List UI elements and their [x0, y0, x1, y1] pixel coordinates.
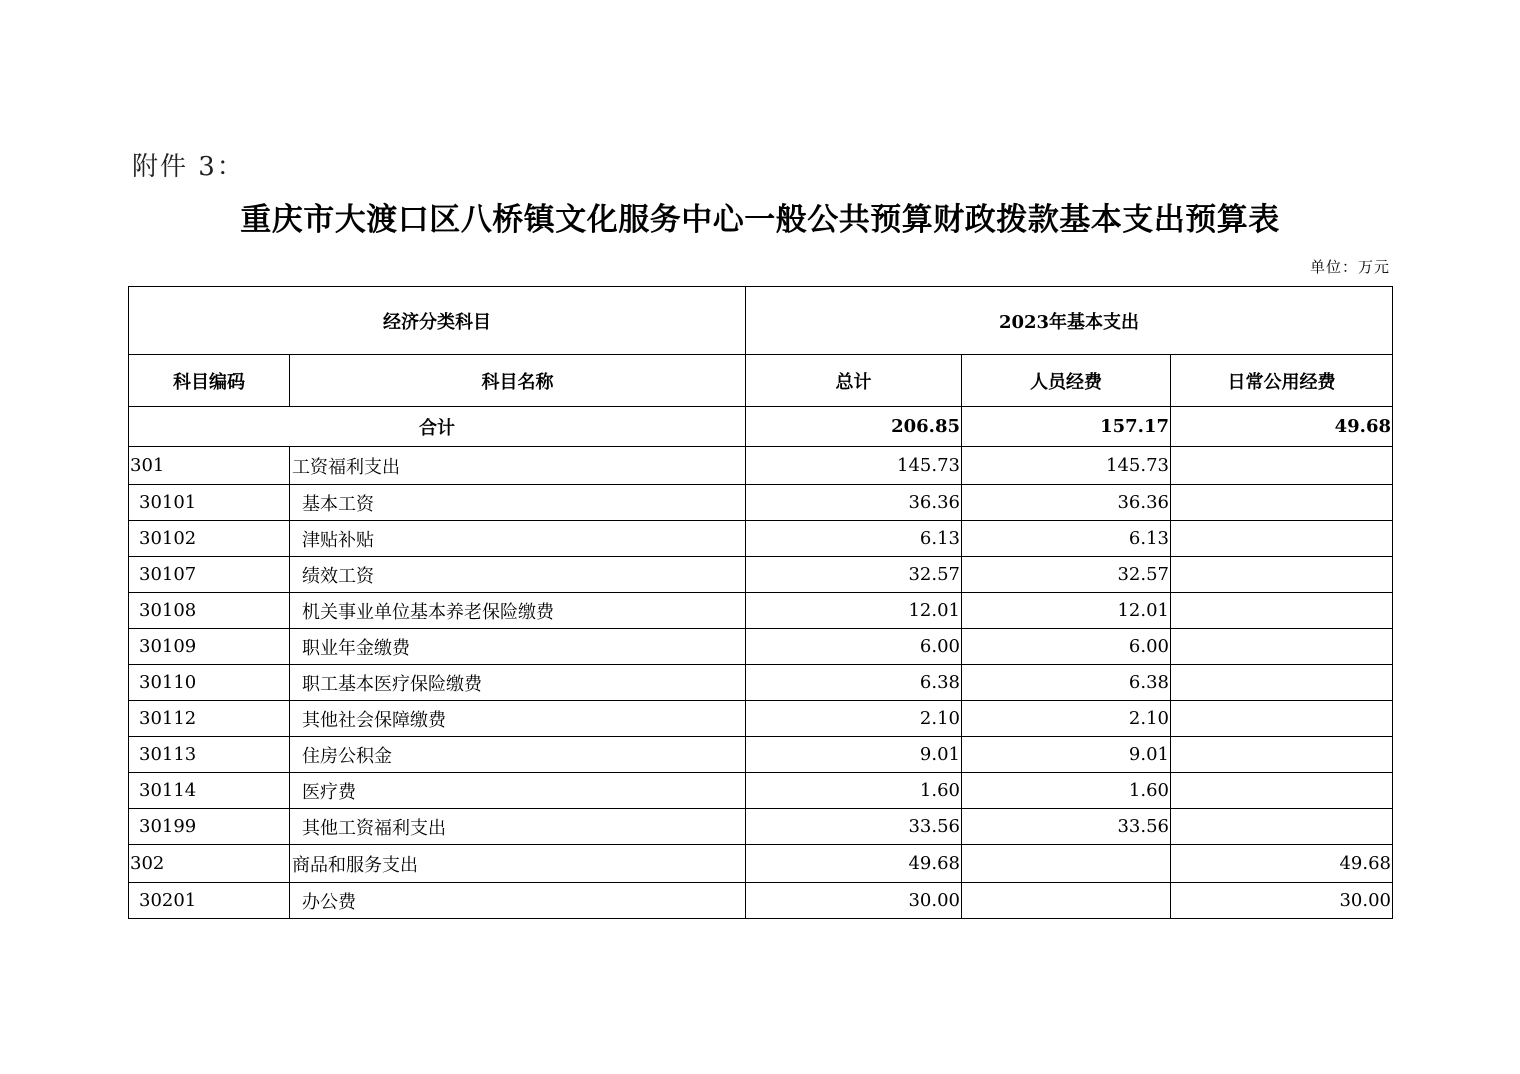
total-cell: 6.38 [746, 665, 962, 701]
name-cell: 津贴补贴 [290, 521, 746, 557]
personnel-cell: 6.38 [962, 665, 1171, 701]
public-cell [1171, 485, 1393, 521]
personnel-cell: 145.73 [962, 447, 1171, 485]
name-cell: 医疗费 [290, 773, 746, 809]
public-cell [1171, 447, 1393, 485]
total-column-header: 总计 [746, 355, 962, 407]
group-header-row [129, 287, 1393, 355]
code-cell: 30107 [129, 557, 290, 593]
table-row [129, 485, 1393, 521]
table-row [129, 701, 1393, 737]
name-cell: 职工基本医疗保险缴费 [290, 665, 746, 701]
name-column-header: 科目名称 [290, 355, 746, 407]
total-cell: 6.00 [746, 629, 962, 665]
page-title: 重庆市大渡口区八桥镇文化服务中心一般公共预算财政拨款基本支出预算表 [240, 202, 1280, 238]
budget-group-header: 2023年基本支出 [746, 287, 1393, 355]
total-cell: 6.13 [746, 521, 962, 557]
code-cell: 30201 [129, 883, 290, 919]
public-cell [1171, 557, 1393, 593]
table-row [129, 809, 1393, 845]
public-cell [1171, 629, 1393, 665]
name-cell: 机关事业单位基本养老保险缴费 [290, 593, 746, 629]
table-row [129, 845, 1393, 883]
category-group-header: 经济分类科目 [129, 287, 746, 355]
name-cell: 商品和服务支出 [290, 845, 746, 883]
personnel-cell: 6.00 [962, 629, 1171, 665]
total-cell: 206.85 [746, 407, 962, 447]
total-cell: 1.60 [746, 773, 962, 809]
personnel-cell: 1.60 [962, 773, 1171, 809]
total-row [129, 407, 1393, 447]
code-cell: 30114 [129, 773, 290, 809]
public-column-header: 日常公用经费 [1171, 355, 1393, 407]
public-cell [1171, 773, 1393, 809]
public-cell: 49.68 [1171, 845, 1393, 883]
name-cell: 基本工资 [290, 485, 746, 521]
public-cell [1171, 665, 1393, 701]
personnel-cell [962, 883, 1171, 919]
table-row [129, 773, 1393, 809]
table-row [129, 593, 1393, 629]
public-cell [1171, 809, 1393, 845]
total-cell: 32.57 [746, 557, 962, 593]
personnel-cell: 12.01 [962, 593, 1171, 629]
name-cell: 其他工资福利支出 [290, 809, 746, 845]
total-cell: 30.00 [746, 883, 962, 919]
code-cell: 30101 [129, 485, 290, 521]
name-cell: 办公费 [290, 883, 746, 919]
name-cell: 其他社会保障缴费 [290, 701, 746, 737]
public-cell [1171, 737, 1393, 773]
table-row [129, 629, 1393, 665]
table-row [129, 883, 1393, 919]
table-row [129, 557, 1393, 593]
personnel-cell [962, 845, 1171, 883]
personnel-cell: 9.01 [962, 737, 1171, 773]
table-row [129, 447, 1393, 485]
total-cell: 36.36 [746, 485, 962, 521]
public-cell [1171, 701, 1393, 737]
code-cell: 302 [129, 845, 290, 883]
code-cell: 30102 [129, 521, 290, 557]
column-header-row [129, 355, 1393, 407]
total-cell: 33.56 [746, 809, 962, 845]
personnel-cell: 2.10 [962, 701, 1171, 737]
public-cell [1171, 593, 1393, 629]
total-label: 合计 [129, 407, 746, 447]
total-cell: 49.68 [746, 845, 962, 883]
public-cell: 49.68 [1171, 407, 1393, 447]
public-cell [1171, 521, 1393, 557]
code-cell: 301 [129, 447, 290, 485]
budget-table [128, 286, 1393, 919]
total-cell: 145.73 [746, 447, 962, 485]
code-cell: 30113 [129, 737, 290, 773]
code-cell: 30110 [129, 665, 290, 701]
table-row [129, 665, 1393, 701]
table-row [129, 521, 1393, 557]
personnel-cell: 157.17 [962, 407, 1171, 447]
name-cell: 工资福利支出 [290, 447, 746, 485]
personnel-cell: 32.57 [962, 557, 1171, 593]
code-cell: 30112 [129, 701, 290, 737]
attachment-label: 附件 3： [132, 152, 245, 182]
personnel-cell: 33.56 [962, 809, 1171, 845]
total-cell: 12.01 [746, 593, 962, 629]
code-column-header: 科目编码 [129, 355, 290, 407]
name-cell: 绩效工资 [290, 557, 746, 593]
personnel-cell: 36.36 [962, 485, 1171, 521]
personnel-cell: 6.13 [962, 521, 1171, 557]
name-cell: 住房公积金 [290, 737, 746, 773]
table-row [129, 737, 1393, 773]
total-cell: 9.01 [746, 737, 962, 773]
total-cell: 2.10 [746, 701, 962, 737]
unit-label: 单位：万元 [1309, 258, 1390, 276]
personnel-column-header: 人员经费 [962, 355, 1171, 407]
code-cell: 30108 [129, 593, 290, 629]
public-cell: 30.00 [1171, 883, 1393, 919]
code-cell: 30199 [129, 809, 290, 845]
code-cell: 30109 [129, 629, 290, 665]
name-cell: 职业年金缴费 [290, 629, 746, 665]
